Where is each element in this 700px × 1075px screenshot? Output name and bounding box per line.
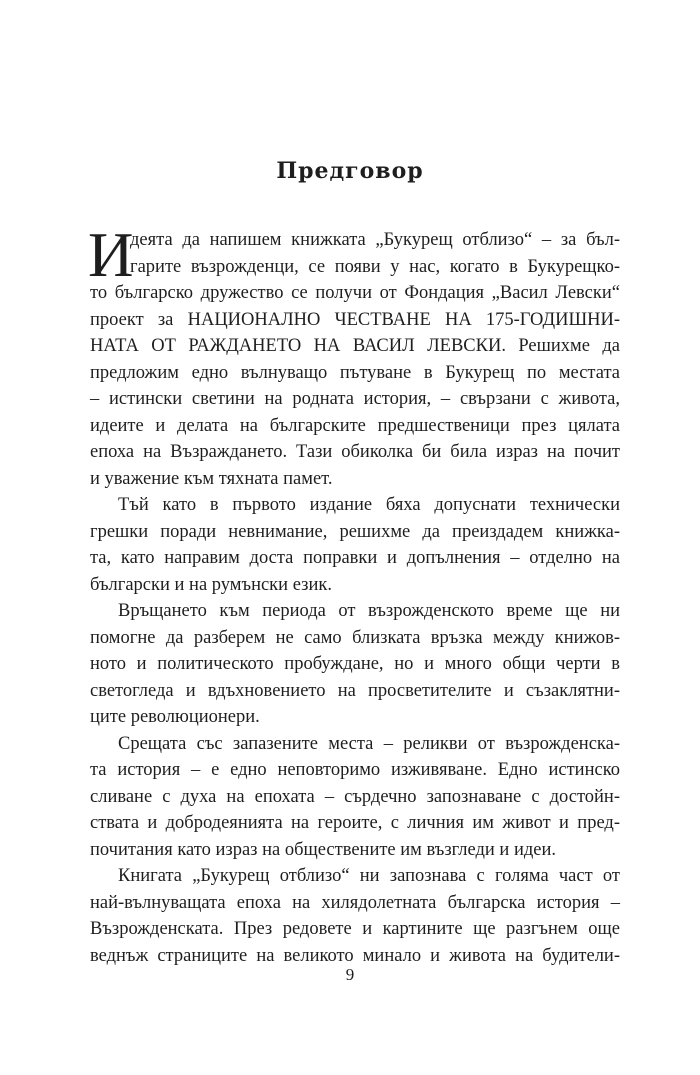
- preface-text: [88, 220, 620, 969]
- text-line: ното и политическото пробуждане, но и много общи черти в: [90, 654, 620, 674]
- text-line: Възрожденската. През редовете и картините ще разгънем още: [90, 919, 620, 939]
- text-line: най-вълнуващата епоха на хилядолетната българска история –: [90, 892, 620, 913]
- text-line: предложим едно вълнуващо пътуване в Букурещ по местата: [90, 362, 620, 383]
- text-line: – истински светини на родната история, – свързани с живота,: [90, 389, 620, 409]
- text-line: български и на румънски език.: [90, 574, 332, 595]
- text-line: Връщането към периода от възрожденското време ще ни: [118, 601, 620, 621]
- text-line: деята да напишем книжката „Букурещ отблизо“ – за бъл-: [130, 230, 620, 250]
- text-line: светогледа и вдъхновението на просветителите и съзаклятни-: [90, 680, 620, 701]
- text-line: Тъй като в първото издание бяха допуснати технически: [118, 495, 620, 515]
- text-line: и уважение към тяхната памет.: [90, 468, 333, 489]
- text-line: почитания като израз на обществените им възгледи и идеи.: [90, 839, 557, 860]
- text-line: то българско дружество се получи от Фондация „Васил Левски“: [90, 283, 620, 303]
- text-line: епоха на Възраждането. Тази обиколка би била израз на почит: [90, 442, 620, 462]
- text-line: грешки поради невнимание, решихме да преиздадем книжка-: [90, 521, 620, 542]
- drop-cap: И: [88, 220, 134, 290]
- text-line: идеите и делата на българските предшественици през цялата: [90, 415, 620, 436]
- text-line: веднъж страниците на великото минало и живота на будители-: [90, 945, 620, 966]
- text-line: та, като направим доста поправки и допълнения – отделно на: [90, 548, 620, 568]
- text-line: ствата и добродеянията на героите, с личния им живот и пред-: [90, 813, 620, 833]
- text-line: ците революционери.: [90, 707, 260, 727]
- text-line: Книгата „Букурещ отблизо“ ни запознава с голяма част от: [118, 866, 620, 886]
- page-title: Предговор: [276, 158, 424, 184]
- text-line: сливане с духа на епохата – сърдечно запознаване с достойн-: [90, 786, 620, 807]
- text-line: та история – е едно неповторимо изживяване. Едно истинско: [90, 760, 620, 780]
- text-line: гарите възрожденци, се появи у нас, когато в Букурещко-: [130, 256, 620, 277]
- text-line: помогне да разберем не само близката връзка между книжов-: [90, 627, 620, 648]
- text-line: Срещата със запазените места – реликви от възрожденска-: [118, 733, 620, 754]
- page-number: 9: [345, 965, 355, 984]
- text-line: проект за НАЦИОНАЛНО ЧЕСТВАНЕ НА 175-ГОДИШНИ-: [90, 309, 620, 330]
- text-line: НАТА ОТ РАЖДАНЕТО НА ВАСИЛ ЛЕВСКИ. Решихме да: [90, 336, 620, 356]
